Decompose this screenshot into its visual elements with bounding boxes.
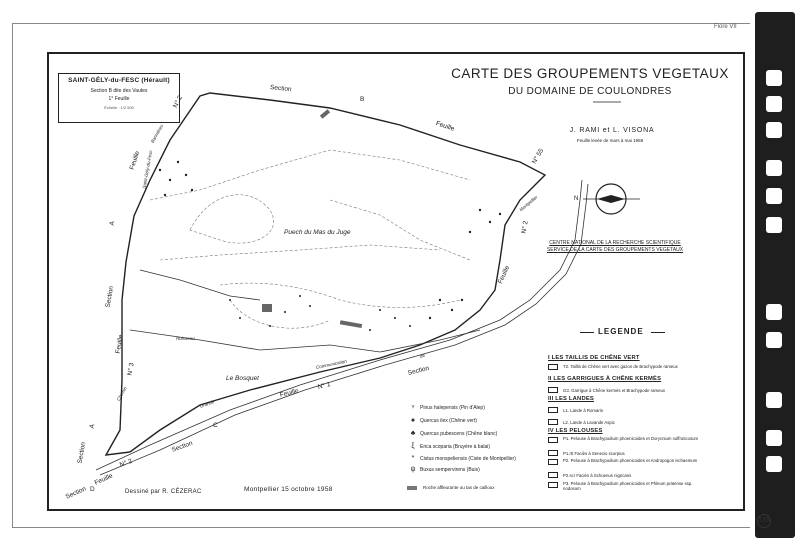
cadastral-title-box (58, 73, 180, 123)
map-label-section: Section (76, 441, 88, 465)
map-label-section: Section (104, 285, 116, 309)
legend-swatch (548, 450, 558, 456)
legend-group-landes: III LES LANDES (548, 396, 594, 402)
vegetation-limit (230, 300, 330, 328)
section-name: Section B dite des Vautes (90, 88, 148, 94)
vegetation-limit (160, 245, 440, 260)
legend-symbol-label: Buxus sempervirens (Buis) (420, 466, 480, 473)
rock-swatch (407, 486, 417, 490)
legend-symbol-row (406, 417, 477, 424)
scale-text: Échelle : 1/2.500 (104, 105, 134, 110)
road (140, 270, 260, 300)
map-label-sheet-number: N° 2 (520, 220, 530, 235)
map-label-road: Chemin (115, 385, 128, 402)
map-subtitle: DU DOMAINE DE COULONDRES (508, 86, 672, 97)
heather-icon: ξ (411, 443, 415, 450)
legend-item: L2. Lande à Lavande Aspic (563, 420, 615, 425)
holm-oak-icon: ♠ (411, 417, 415, 424)
map-label-feuille: Feuille (434, 120, 456, 133)
authors: J. RAMI et L. VISONA (569, 127, 655, 134)
legend-item: G3. Garrigue à Chêne kermès et Brachypode rameux (563, 388, 666, 393)
legend-rule (580, 332, 594, 333)
subtitle-underline (593, 101, 621, 103)
map-label-feuille: Feuille (114, 334, 125, 355)
legend-group-taillis: I LES TAILLIS DE CHÊNE VERT (548, 355, 640, 361)
map-label-road: Montpellier (518, 194, 539, 213)
legend-symbol-row (406, 443, 490, 450)
legend-item: T2. Taillis de Chêne vert avec gazon de Brachypode rameux (563, 364, 678, 369)
legend-symbol-label: Quercus ilex (Chêne vert) (420, 417, 477, 424)
legend-swatch (548, 437, 558, 443)
corner-mark: Flore VII (714, 24, 737, 30)
map-label-sheet-number: N° 3 (126, 362, 136, 377)
map-label-section: Section (170, 439, 194, 454)
legend-symbol-label: Cistus monspeliensis (Ciste de Montpellier) (420, 455, 516, 462)
legend-item: P3. Pelouse à Brachypodium phoenicoides et Phleum pratense ssp. nodosum (563, 481, 693, 491)
legend-item: P1. Pelouse à Brachypodium phoenicoides et Dorycnium suffruticosum (563, 436, 699, 441)
legend-symbol-label: Erica scoparia (Bruyère à balai) (420, 443, 491, 450)
map-label-place: Le Bosquet (226, 375, 259, 382)
map-label-sheet-number: N° 2 (118, 457, 134, 469)
legend-swatch (548, 472, 558, 478)
legend-symbol-label: Pinus halepensis (Pin d'Alep) (420, 404, 485, 411)
legend-symbol-row (406, 455, 516, 462)
place-date: Montpellier 15 octobre 1958 (244, 486, 333, 493)
downy-oak-icon: ♣ (410, 430, 416, 437)
map-label-sheet-number: N° 1 (317, 381, 332, 391)
legend-symbol-label: Quercus pubescens (Chêne blanc) (420, 430, 498, 437)
institution-block (535, 240, 695, 254)
map-label-road: Grande (199, 399, 215, 409)
drawn-by: Dessiné par R. CÉZERAC (125, 489, 202, 495)
north-compass (583, 184, 640, 214)
legend-item: P2.scr Faciès à Schoenus nigricans (563, 473, 632, 478)
legend-swatch (548, 459, 558, 465)
parcel-boundary (106, 93, 545, 455)
legend-swatch (548, 387, 558, 393)
legend-swatch (548, 364, 558, 370)
survey-note: Feuille levée de mars à mai 1958 (576, 138, 644, 143)
rock-outcrops (262, 109, 362, 328)
map-label-section-letter: C (213, 422, 218, 429)
map-label-road: de (419, 352, 426, 359)
map-label-section: Section (407, 364, 430, 377)
map-label-section: Section (64, 485, 88, 501)
cistus-icon: * (411, 455, 415, 462)
map-label-sheet-number: N° 2 (171, 94, 185, 110)
map-label-road: Bannières (149, 123, 165, 144)
vegetation-limit (190, 195, 274, 243)
map-label-section-letter: D (90, 486, 95, 493)
map-label-stream: Ruisseau (176, 336, 195, 341)
map-label-sheet-number: N° 55 (530, 147, 546, 166)
institution-line: CENTRE NATIONAL DE LA RECHERCHE SCIENTIFIQUE (549, 240, 681, 246)
sheet-number: 1° Feuille (108, 96, 130, 102)
legend-swatch (548, 419, 558, 425)
legend-symbol-row (406, 430, 497, 437)
vegetation-limits (150, 150, 470, 328)
road (96, 180, 582, 470)
vegetation-limit (220, 283, 460, 307)
map-label-section: Section (269, 84, 292, 94)
page-number-stamp: 135 (757, 514, 771, 528)
legend-title: LEGENDE (598, 327, 644, 336)
boxwood-icon: ψ (410, 466, 416, 473)
legend-group-pelouses: IV LES PELOUSES (548, 428, 603, 434)
map-label-feuille: Feuille (93, 472, 114, 487)
map-label-section-letter: B (360, 96, 365, 103)
rock-legend-label: Roche affleurante ou tas de cailloux (423, 485, 495, 490)
map-label-section-letter: A (108, 220, 117, 227)
legend-symbol-row (406, 466, 480, 473)
legend-symbol-row (406, 404, 485, 411)
north-label: N (574, 196, 579, 202)
parcel-outline (106, 93, 545, 455)
rock-outcrop (340, 320, 362, 328)
legend-item: L1. Lande à Romarin (563, 408, 604, 413)
rock-outcrop (262, 304, 272, 312)
map-label-road: Communication (315, 358, 348, 370)
legend-swatch (548, 482, 558, 488)
vegetation-limit (150, 150, 470, 200)
legend-rule (651, 332, 665, 333)
map-label-road: Saint-Gély-du-Fesc (141, 149, 154, 189)
legend-group-garrigues: II LES GARRIGUES À CHÊNE KERMÈS (548, 376, 662, 382)
map-label-section-letter: A (88, 423, 97, 430)
map-label-feuille: Feuille (128, 150, 142, 171)
vegetation-limit (330, 200, 470, 260)
map-label-feuille: Feuille (279, 387, 300, 399)
pine-icon: ♆ (410, 404, 416, 411)
map-label-hill: Puech du Mas du Juge (284, 229, 351, 236)
institution-line: SERVICE DE LA CARTE DES GROUPEMENTS VEGETAUX (546, 247, 684, 253)
map-title: CARTE DES GROUPEMENTS VEGETAUX (451, 66, 729, 81)
map-label-feuille: Feuille (496, 264, 512, 285)
commune-name: SAINT-GÉLY-du-FESC (Hérault) (68, 77, 170, 84)
legend-item: P1.rtt Faciès à Senecio scorpius (563, 451, 625, 456)
rock-outcrop (320, 109, 330, 118)
legend-item: P2. Pelouse à Brachypodium phoenicoides et Andropogon ischaemum (563, 458, 698, 463)
road-lines (96, 180, 588, 475)
road (130, 330, 480, 352)
legend-swatch (548, 407, 558, 413)
road (100, 184, 588, 475)
